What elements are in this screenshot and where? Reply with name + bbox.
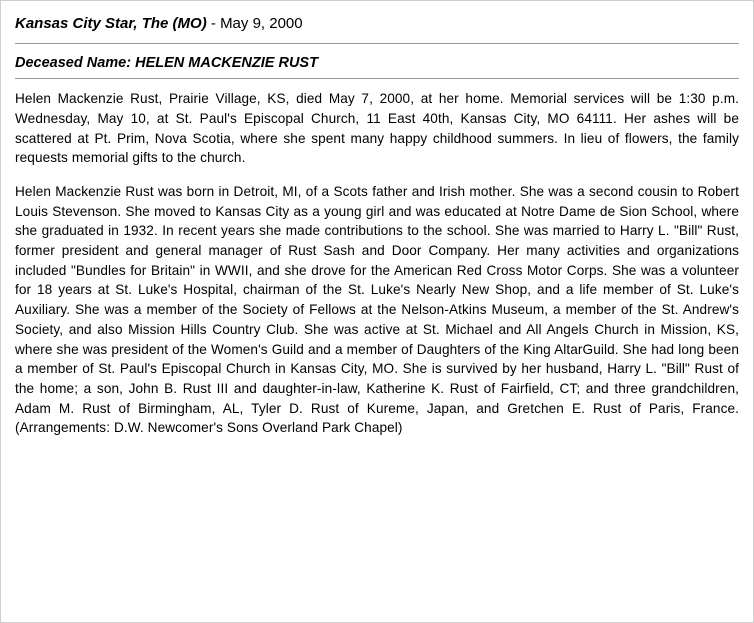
header-separator: -	[206, 15, 221, 32]
publication-name: Kansas City Star, The (MO)	[15, 15, 207, 32]
deceased-name-value: HELEN MACKENZIE RUST	[135, 55, 318, 71]
deceased-name-line	[15, 54, 739, 72]
publication-date: May 9, 2000	[220, 15, 303, 32]
deceased-name-label: Deceased Name:	[15, 55, 136, 71]
obituary-paragraph-1: Helen Mackenzie Rust, Prairie Village, KS, died May 7, 2000, at her home. Memorial services will be 1:30 p.m. Wednesday, May 10, at St. Paul's Episcopal Church, 11 East 40th, Kansas City, MO 64111. Her ashes will be scattered at Pt. Prim, Nova Scotia, where she spent many happy childhood summers. In lieu of flowers, the family requests memorial gifts to the church.	[15, 91, 739, 166]
deceased-divider	[15, 78, 739, 79]
obituary-paragraph-2: Helen Mackenzie Rust was born in Detroit, MI, of a Scots father and Irish mother. She was a second cousin to Robert Louis Stevenson. She moved to Kansas City as a young girl and was educated at Notre Dame de Sion School, where she graduated in 1932. In recent years she made contributions to the school. She was married to Harry L. "Bill" Rust, former president and general manager of Rust Sash and Door Company. Her many activities and organizations included "Bundles for Britain" in WWII, and she drove for the American Red Cross Motor Corps. She was a volunteer for 18 years at St. Luke's Hospital, chairman of the St. Luke's Nearly New Shop, and a life member of St. Luke's Auxiliary. She was a member of the Society of Fellows at the Nelson-Atkins Museum, a member of the St. Andrew's Society, and also Mission Hills Country Club. She was active at St. Michael and All Angels Church in Mission, KS, where she was president of the Women's Guild and a member of Daughters of the King AltarGuild. She had long been a member of St. Paul's Episcopal Church in Kansas City, MO. She is survived by her husband, Harry L. "Bill" Rust of the home; a son, John B. Rust III and daughter-in-law, Katherine K. Rust of Fairfield, CT; and three grandchildren, Adam M. Rust of Birmingham, AL, Tyler D. Rust of Kureme, Japan, and Gretchen E. Rust of Paris, France. (Arrangements: D.W. Newcomer's Sons Overland Park Chapel)	[15, 183, 739, 436]
header-divider	[15, 43, 739, 44]
publication-header	[15, 15, 739, 33]
